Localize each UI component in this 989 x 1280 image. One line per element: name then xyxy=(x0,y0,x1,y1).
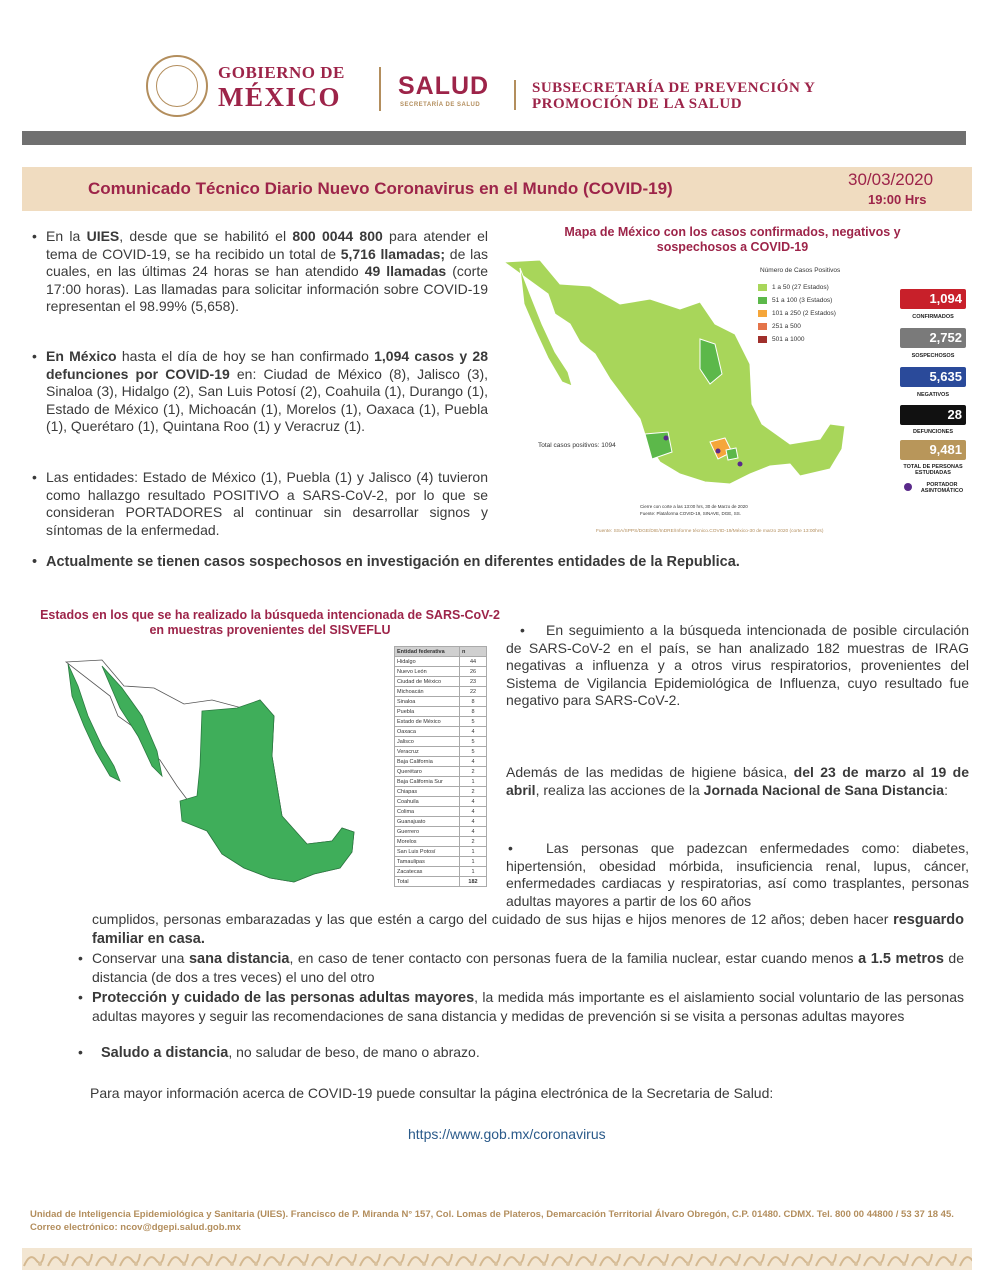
subsecretaria-text xyxy=(532,80,815,112)
para-sisveflu: • En seguimiento a la búsqueda intencionada de posible circulación de SARS-CoV-2 en el país, se han analizado 182 muestras de IRAG negativas a influenza y a otros virus respiratorios, provenientes del Sistema de Vigilancia Epidemiológica de Influenza, cuyo resultado fue negativo para SARS-CoV-2. xyxy=(506,622,969,708)
para-uies: • En la UIES, desde que se habilitó el 800 0044 800 para atender el tema de COVID-19, se ha recibido un total de 5,716 llamadas; de las cuales, en las últimas 24 horas se han atendido 49 llamadas (corte 17:00 horas). Las llamadas para solicitar información sobre COVID-19 representan el 98.99% (5,658). xyxy=(32,228,489,314)
table-row: Morelos 2 xyxy=(395,837,487,847)
legend-swatch xyxy=(758,336,767,343)
bullet: • xyxy=(508,840,513,856)
bullet: • xyxy=(32,554,38,570)
para-enfermedades: • Las personas que padezcan enfermedades como: diabetes, hipertensión, obesidad mórbida, insuficiencia renal, lupus, cáncer, enfermedades cardiacas y respiratorias, así como trasplantes, personas adultas mayores a partir de los 60 años xyxy=(506,840,969,909)
map2-caption: Estados en los que se ha realizado la búsqueda intencionada de SARS-CoV-2 en muestras provenientes del SISVEFLU xyxy=(40,608,500,637)
legend-swatch xyxy=(758,284,767,291)
stat-label: CONFIRMADOS xyxy=(912,314,954,320)
stat-label: DEFUNCIONES xyxy=(912,429,954,435)
header-divider xyxy=(379,67,381,111)
sisveflu-map xyxy=(62,656,392,906)
table-row: Michoacán 22 xyxy=(395,687,487,697)
stat-sospechosos: 2,752 xyxy=(900,328,966,348)
table-row: Total 182 xyxy=(395,877,487,887)
gobierno-logo-text xyxy=(218,64,345,111)
legend-item: 1 a 50 (27 Estados) xyxy=(758,281,836,294)
sisveflu-table-wrap xyxy=(394,646,487,887)
table-row: Veracruz 5 xyxy=(395,747,487,757)
bullet: • xyxy=(32,348,37,364)
portador-dot-icon xyxy=(904,483,912,491)
report-hour: 19:00 Hrs xyxy=(868,192,927,207)
table-row: Tamaulipas 1 xyxy=(395,857,487,867)
table-row: Baja California Sur 1 xyxy=(395,777,487,787)
map1-total: Total casos positivos: 1094 xyxy=(538,442,616,449)
sisveflu-table: Entidad federativa n Hidalgo 44 Nuevo León 26 Ciudad de México 23 Michoacán 22 Sinaloa 8 Puebla 8 Estado de México 5 Oaxaca 4 Jalisco 5 Veracruz 5 Baja California 4 Querétaro 2 Baja California Sur 1 Chiapas 2 Coahuila 4 Colima 4 Guanajuato 4 Guerrero 4 Morelos 2 San Luis Potosí 1 Tamaulipas 1 Zacatecas 1 Total 182 xyxy=(394,646,487,887)
salud-logo-text: SALUD xyxy=(398,72,490,100)
para-mexico: • En México hasta el día de hoy se han confirmado 1,094 casos y 28 defunciones por COVID-19 en: Ciudad de México (8), Jalisco (3), Sinaloa (3), Hidalgo (2), San Luis Potosí (2), Coahuila (1), Durango (1), Estado de México (1), Michoacán (1), Morelos (1), Oaxaca (1), Puebla (1), Querétaro (1), Quintana Roo (1) y Veracruz (1). xyxy=(32,348,489,434)
footer-address: Unidad de Inteligencia Epidemiológica y Sanitaria (UIES). Francisco de P. Miranda N° 157, Col. Lomas de Plateros, Demarcación Territorial Álvaro Obregón, C.P. 01480. CDMX. Tel. 800 00 44800 / 53 37 18 45. Correo electrónico: ncov@dgepi.salud.gob.mx xyxy=(30,1209,954,1233)
map1-legend xyxy=(758,281,836,346)
table-row: Zacatecas 1 xyxy=(395,867,487,877)
bullet: • xyxy=(32,469,37,485)
subsec-line1: SUBSECRETARÍA DE PREVENCIÓN Y xyxy=(532,80,816,96)
bullet: • xyxy=(32,228,37,244)
url-wrap xyxy=(408,1126,606,1142)
map1-notes: Cierre con corte a las 13:00 hrs, 30 de Marzo de 2020 Fuente: Plataforma COVID-19, SINAVE, DGE, SS. xyxy=(640,504,748,516)
stat-estudiadas: 9,481 xyxy=(900,440,966,460)
legend-swatch xyxy=(758,310,767,317)
para-sana-distancia: • Conservar una sana distancia, en caso de tener contacto con personas fuera de la familia nuclear, estar cuando menos a 1.5 metros de distancia (de dos a tres veces) el uno del otro xyxy=(78,950,964,985)
portador-marker xyxy=(716,449,721,454)
stat-label: TOTAL DE PERSONAS ESTUDIADAS xyxy=(903,464,963,476)
stat-negativos: 5,635 xyxy=(900,367,966,387)
gob-line2: MÉXICO xyxy=(218,82,341,112)
table-row: Sinaloa 8 xyxy=(395,697,487,707)
legend-item: 51 a 100 (3 Estados) xyxy=(758,294,836,307)
stat-confirmados: 1,094 xyxy=(900,289,966,309)
salud-subtitle: SECRETARÍA DE SALUD xyxy=(400,102,481,108)
table-row: Coahuila 4 xyxy=(395,797,487,807)
table-row: Baja California 4 xyxy=(395,757,487,767)
header-bar xyxy=(22,131,966,145)
table-row: Querétaro 2 xyxy=(395,767,487,777)
para-adultos-mayores: • Protección y cuidado de las personas adultas mayores, la medida más importante es el aislamiento social voluntario de las personas adultas mayores y seguir las recomendaciones de sana distancia y medidas de prevención si se visita a personas adultas mayores xyxy=(78,989,965,1024)
mexico-seal-logo xyxy=(146,55,208,117)
para-resguardo: cumplidos, personas embarazadas y las que estén a cargo del cuidado de sus hijas e hijos menores de 12 años; deben hacer resguardo familiar en casa. xyxy=(92,911,964,947)
para-portadores: • Las entidades: Estado de México (1), Puebla (1) y Jalisco (4) tuvieron como hallazgo resultado POSITIVO a SARS-CoV-2, por lo que se consideran PORTADORES al continuar sin desarrollar signos y síntomas de la enfermedad. xyxy=(32,469,488,538)
header-divider-2 xyxy=(514,80,516,110)
stat-label: NEGATIVOS xyxy=(917,392,949,398)
table-row: Nuevo León 26 xyxy=(395,667,487,677)
table-row: Estado de México 5 xyxy=(395,717,487,727)
decorative-pattern-band xyxy=(22,1248,972,1270)
report-date: 30/03/2020 xyxy=(848,170,934,189)
legend-swatch xyxy=(758,323,767,330)
portador-label: PORTADOR ASINTOMÁTICO xyxy=(920,482,964,494)
map1-source: Fuente: SSA/SPPS/DGE/DIE/InDRE/Informe técnico.COVID-19/México-30 de marzo 2020 (corte 13:00hrs) xyxy=(596,529,824,534)
bullet: • xyxy=(78,1044,83,1060)
map1-legend-title: Número de Casos Positivos xyxy=(760,267,841,274)
table-row: Hidalgo 44 xyxy=(395,657,487,667)
gob-line1: GOBIERNO DE xyxy=(218,63,345,82)
table-row: Guerrero 4 xyxy=(395,827,487,837)
more-info-text: Para mayor información acerca de COVID-19 puede consultar la página electrónica de la Secretaria de Salud: xyxy=(90,1085,774,1101)
coronavirus-link[interactable]: https://www.gob.mx/coronavirus xyxy=(408,1126,606,1142)
subsec-line2: PROMOCIÓN DE LA SALUD xyxy=(532,96,743,112)
table-row: San Luis Potosí 1 xyxy=(395,847,487,857)
legend-swatch xyxy=(758,297,767,304)
legend-item: 501 a 1000 xyxy=(758,333,836,346)
legend-item: 101 a 250 (2 Estados) xyxy=(758,307,836,320)
table-row: Jalisco 5 xyxy=(395,737,487,747)
table-row: Oaxaca 4 xyxy=(395,727,487,737)
portador-marker xyxy=(664,436,669,441)
para-sospechosos: • Actualmente se tienen casos sospechosos en investigación en diferentes entidades de la Republica. xyxy=(32,554,740,570)
stat-label: SOSPECHOSOS xyxy=(911,353,955,359)
para-saludo: • Saludo a distancia, no saludar de beso, de mano o abrazo. xyxy=(78,1044,480,1061)
page-title: Comunicado Técnico Diario Nuevo Coronavirus en el Mundo (COVID-19) xyxy=(88,179,673,198)
stat-defunciones: 28 xyxy=(900,405,966,425)
table-row: Puebla 8 xyxy=(395,707,487,717)
map1-caption: Mapa de México con los casos confirmados, negativos y sospechosos a COVID-19 xyxy=(564,225,901,254)
bullet: • xyxy=(520,622,525,638)
table-row: Guanajuato 4 xyxy=(395,817,487,827)
legend-item: 251 a 500 xyxy=(758,320,836,333)
table-row: Chiapas 2 xyxy=(395,787,487,797)
table-row: Ciudad de México 23 xyxy=(395,677,487,687)
table-row: Colima 4 xyxy=(395,807,487,817)
portador-marker xyxy=(738,462,743,467)
bullet: • xyxy=(78,950,83,966)
bullet: • xyxy=(78,989,83,1005)
para-jornada: Además de las medidas de higiene básica, del 23 de marzo al 19 de abril, realiza las acciones de la Jornada Nacional de Sana Distancia: xyxy=(506,764,970,798)
